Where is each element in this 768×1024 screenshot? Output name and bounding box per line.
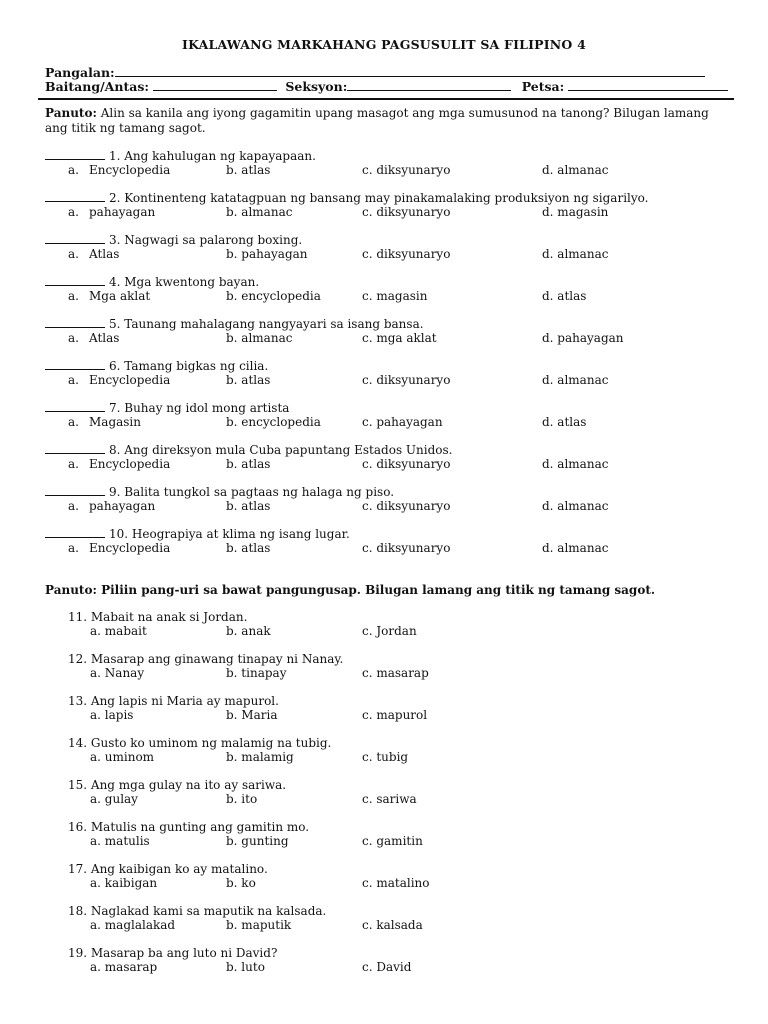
section-field[interactable] bbox=[347, 79, 511, 91]
option-c[interactable]: c. tubig bbox=[362, 750, 409, 764]
option-b[interactable]: b. ito bbox=[226, 792, 258, 806]
option-c[interactable]: c. diksyunaryo bbox=[362, 499, 451, 513]
option-c[interactable]: c. kalsada bbox=[362, 918, 423, 932]
answer-blank[interactable] bbox=[45, 485, 105, 496]
question-stem: 9. Balita tungkol sa pagtaas ng halaga ng piso. bbox=[109, 485, 395, 499]
option-a[interactable]: a. uminom bbox=[90, 750, 155, 764]
answer-blank[interactable] bbox=[45, 527, 105, 538]
option-d[interactable]: d. magasin bbox=[542, 205, 609, 219]
question-stem: 6. Tamang bigkas ng cilia. bbox=[109, 359, 269, 373]
question-4 bbox=[45, 275, 725, 303]
option-b[interactable]: b. gunting bbox=[226, 834, 289, 848]
option-b[interactable]: b. almanac bbox=[226, 205, 293, 219]
option-a-prefix: a. bbox=[68, 163, 79, 177]
option-a[interactable]: a. masarap bbox=[90, 960, 158, 974]
option-b[interactable]: b. atlas bbox=[226, 373, 271, 387]
option-a-prefix: a. bbox=[68, 205, 79, 219]
option-c[interactable]: c. diksyunaryo bbox=[362, 373, 451, 387]
question-3 bbox=[45, 233, 725, 261]
option-a[interactable]: Magasin bbox=[89, 415, 142, 429]
header-divider bbox=[38, 98, 734, 100]
question-5 bbox=[45, 317, 725, 345]
option-a[interactable]: Atlas bbox=[89, 247, 120, 261]
question-stem: 16. Matulis na gunting ang gamitin mo. bbox=[68, 820, 310, 834]
question-stem: 4. Mga kwentong bayan. bbox=[109, 275, 260, 289]
name-label: Pangalan: bbox=[45, 65, 115, 80]
option-c[interactable]: c. diksyunaryo bbox=[362, 541, 451, 555]
option-a-prefix: a. bbox=[68, 499, 79, 513]
option-a-prefix: a. bbox=[68, 247, 79, 261]
option-a[interactable]: pahayagan bbox=[89, 499, 156, 513]
option-b[interactable]: b. malamig bbox=[226, 750, 294, 764]
answer-blank[interactable] bbox=[45, 359, 105, 370]
option-c[interactable]: c. diksyunaryo bbox=[362, 247, 451, 261]
option-c[interactable]: c. Jordan bbox=[362, 624, 417, 638]
question-18 bbox=[68, 904, 708, 932]
answer-blank[interactable] bbox=[45, 443, 105, 454]
option-c[interactable]: c. diksyunaryo bbox=[362, 163, 451, 177]
grade-row bbox=[45, 79, 728, 94]
option-c[interactable]: c. gamitin bbox=[362, 834, 423, 848]
question-12 bbox=[68, 652, 708, 680]
option-a-prefix: a. bbox=[68, 457, 79, 471]
option-b[interactable]: b. atlas bbox=[226, 541, 271, 555]
option-a[interactable]: a. gulay bbox=[90, 792, 138, 806]
option-b[interactable]: b. anak bbox=[226, 624, 271, 638]
option-c[interactable]: c. mga aklat bbox=[362, 331, 437, 345]
answer-blank[interactable] bbox=[45, 401, 105, 412]
question-14 bbox=[68, 736, 708, 764]
option-a[interactable]: a. Nanay bbox=[90, 666, 145, 680]
option-c[interactable]: c. mapurol bbox=[362, 708, 428, 722]
question-17 bbox=[68, 862, 708, 890]
name-row bbox=[45, 65, 705, 80]
question-stem: 18. Naglakad kami sa maputik na kalsada. bbox=[68, 904, 327, 918]
answer-blank[interactable] bbox=[45, 149, 105, 160]
option-b[interactable]: b. encyclopedia bbox=[226, 415, 321, 429]
option-b[interactable]: b. ko bbox=[226, 876, 256, 890]
option-d[interactable]: d. almanac bbox=[542, 457, 609, 471]
option-a[interactable]: Encyclopedia bbox=[89, 457, 171, 471]
option-a-prefix: a. bbox=[68, 373, 79, 387]
question-stem: 1. Ang kahulugan ng kapayapaan. bbox=[109, 149, 316, 163]
option-a[interactable]: Atlas bbox=[89, 331, 120, 345]
option-a[interactable]: a. kaibigan bbox=[90, 876, 158, 890]
question-10 bbox=[45, 527, 725, 555]
option-c[interactable]: c. pahayagan bbox=[362, 415, 443, 429]
grade-field[interactable] bbox=[153, 79, 277, 91]
question-stem: 3. Nagwagi sa palarong boxing. bbox=[109, 233, 303, 247]
instruction-text: Alin sa kanila ang iyong gagamitin upang masagot ang mga sumusunod na tanong? Bilugan lamang ang titik ng tamang sagot. bbox=[45, 106, 709, 135]
question-19 bbox=[68, 946, 708, 974]
question-stem: 12. Masarap ang ginawang tinapay ni Nanay. bbox=[68, 652, 344, 666]
option-d[interactable]: d. almanac bbox=[542, 163, 609, 177]
question-stem: 11. Mabait na anak si Jordan. bbox=[68, 610, 248, 624]
option-d[interactable]: d. almanac bbox=[542, 499, 609, 513]
option-a-prefix: a. bbox=[68, 541, 79, 555]
option-b[interactable]: b. maputik bbox=[226, 918, 292, 932]
question-stem: 14. Gusto ko uminom ng malamig na tubig. bbox=[68, 736, 332, 750]
question-8 bbox=[45, 443, 725, 471]
option-c[interactable]: c. sariwa bbox=[362, 792, 417, 806]
grade-label: Baitang/Antas: bbox=[45, 79, 149, 94]
question-stem: 10. Heograpiya at klima ng isang lugar. bbox=[109, 527, 350, 541]
option-b[interactable]: b. atlas bbox=[226, 163, 271, 177]
option-b[interactable]: b. atlas bbox=[226, 499, 271, 513]
name-field[interactable] bbox=[115, 65, 705, 77]
option-a[interactable]: Encyclopedia bbox=[89, 541, 171, 555]
option-a[interactable]: Mga aklat bbox=[89, 289, 151, 303]
question-16 bbox=[68, 820, 708, 848]
option-b[interactable]: b. almanac bbox=[226, 331, 293, 345]
question-stem: 15. Ang mga gulay na ito ay sariwa. bbox=[68, 778, 287, 792]
date-field[interactable] bbox=[568, 79, 728, 91]
option-d[interactable]: d. atlas bbox=[542, 289, 587, 303]
question-stem: 17. Ang kaibigan ko ay matalino. bbox=[68, 862, 268, 876]
option-a[interactable]: a. mabait bbox=[90, 624, 147, 638]
option-a[interactable]: a. maglalakad bbox=[90, 918, 176, 932]
option-a[interactable]: a. lapis bbox=[90, 708, 134, 722]
option-c[interactable]: c. matalino bbox=[362, 876, 430, 890]
option-d[interactable]: d. pahayagan bbox=[542, 331, 624, 345]
option-a-prefix: a. bbox=[68, 415, 79, 429]
option-a[interactable]: Encyclopedia bbox=[89, 163, 171, 177]
part1-instruction bbox=[45, 106, 715, 136]
option-a[interactable]: Encyclopedia bbox=[89, 373, 171, 387]
answer-blank[interactable] bbox=[45, 275, 105, 286]
question-7 bbox=[45, 401, 725, 429]
section-label: Seksyon: bbox=[285, 79, 348, 94]
option-c[interactable]: c. masarap bbox=[362, 666, 429, 680]
question-15 bbox=[68, 778, 708, 806]
part2-instruction: Panuto: Piliin pang-uri sa bawat pangungusap. Bilugan lamang ang titik ng tamang sagot. bbox=[45, 583, 656, 597]
option-a-prefix: a. bbox=[68, 331, 79, 345]
option-d[interactable]: d. almanac bbox=[542, 247, 609, 261]
option-a[interactable]: pahayagan bbox=[89, 205, 156, 219]
option-d[interactable]: d. almanac bbox=[542, 373, 609, 387]
question-stem: 7. Buhay ng idol mong artista bbox=[109, 401, 290, 415]
question-stem: 2. Kontinenteng katatagpuan ng bansang may pinakamalaking produksiyon ng sigarilyo. bbox=[109, 191, 649, 205]
exam-title: IKALAWANG MARKAHANG PAGSUSULIT SA FILIPINO 4 bbox=[182, 37, 586, 52]
option-a[interactable]: a. matulis bbox=[90, 834, 150, 848]
option-a-prefix: a. bbox=[68, 289, 79, 303]
question-stem: 5. Taunang mahalagang nangyayari sa isang bansa. bbox=[109, 317, 424, 331]
answer-blank[interactable] bbox=[45, 233, 105, 244]
option-b[interactable]: b. encyclopedia bbox=[226, 289, 321, 303]
question-stem: 8. Ang direksyon mula Cuba papuntang Estados Unidos. bbox=[109, 443, 453, 457]
question-13 bbox=[68, 694, 708, 722]
option-c[interactable]: c. diksyunaryo bbox=[362, 457, 451, 471]
option-c[interactable]: c. David bbox=[362, 960, 412, 974]
option-c[interactable]: c. diksyunaryo bbox=[362, 205, 451, 219]
date-label: Petsa: bbox=[521, 79, 565, 94]
option-b[interactable]: b. atlas bbox=[226, 457, 271, 471]
option-d[interactable]: d. atlas bbox=[542, 415, 587, 429]
option-b[interactable]: b. tinapay bbox=[226, 666, 287, 680]
question-6 bbox=[45, 359, 725, 387]
question-11 bbox=[68, 610, 708, 638]
option-c[interactable]: c. magasin bbox=[362, 289, 428, 303]
question-stem: 13. Ang lapis ni Maria ay mapurol. bbox=[68, 694, 279, 708]
option-d[interactable]: d. almanac bbox=[542, 541, 609, 555]
question-stem: 19. Masarap ba ang luto ni David? bbox=[68, 946, 278, 960]
answer-blank[interactable] bbox=[45, 317, 105, 328]
answer-blank[interactable] bbox=[45, 191, 105, 202]
option-b[interactable]: b. Maria bbox=[226, 708, 278, 722]
option-b[interactable]: b. pahayagan bbox=[226, 247, 308, 261]
instruction-label: Panuto: bbox=[45, 106, 97, 120]
question-9 bbox=[45, 485, 725, 513]
option-b[interactable]: b. luto bbox=[226, 960, 265, 974]
question-1 bbox=[45, 149, 725, 177]
question-2 bbox=[45, 191, 725, 219]
